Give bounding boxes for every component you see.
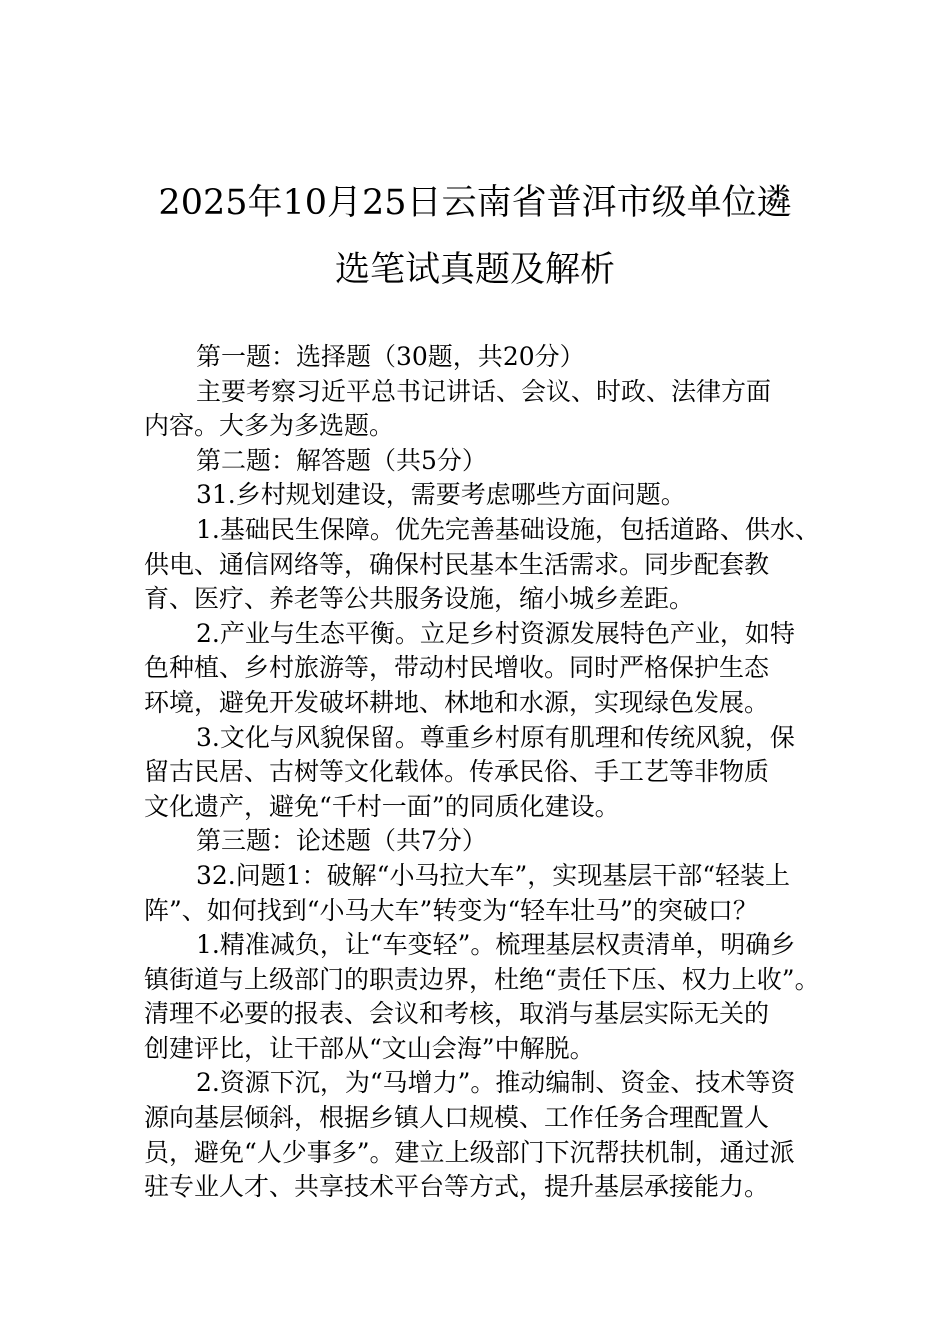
text-line: 镇街道与上级部门的职责边界，杜绝“责任下压、权力上收”。: [144, 964, 820, 994]
paragraph: [144, 721, 824, 825]
text-line: 环境，避免开发破坏耕地、林地和水源，实现绿色发展。: [144, 687, 770, 717]
text-line: 第三题：论述题（共7分）: [196, 826, 487, 856]
paragraph: [144, 375, 824, 444]
paragraph: [144, 340, 824, 375]
text-line: 1.精准减负，让“车变轻”。梳理基层权责清单，明确乡: [196, 930, 796, 960]
text-line: 色种植、乡村旅游等，带动村民增收。同时严格保护生态: [144, 653, 770, 683]
text-line: 文化遗产，避免“千村一面”的同质化建设。: [144, 791, 620, 821]
text-line: 主要考察习近平总书记讲话、会议、时政、法律方面: [196, 376, 772, 406]
text-line: 2.资源下沉，为“马增力”。推动编制、资金、技术等资: [196, 1068, 796, 1098]
document-body: [144, 340, 824, 1205]
paragraph: [144, 859, 824, 928]
text-line: 32.问题1：破解“小马拉大车”，实现基层干部“轻装上: [196, 860, 791, 890]
text-line: 第二题：解答题（共5分）: [196, 445, 487, 475]
paragraph: [144, 478, 824, 513]
paragraph: [144, 1066, 824, 1204]
document-title-line-2: 选笔试真题及解析: [334, 250, 615, 290]
text-line: 驻专业人才、共享技术平台等方式，提升基层承接能力。: [144, 1172, 770, 1202]
text-line: 员，避免“人少事多”。建立上级部门下沉帮扶机制，通过派: [144, 1137, 795, 1167]
paragraph: [144, 513, 824, 617]
paragraph: [144, 824, 824, 859]
text-line: 1.基础民生保障。优先完善基础设施，包括道路、供水、: [196, 514, 820, 544]
text-line: 2.产业与生态平衡。立足乡村资源发展特色产业，如特: [196, 618, 795, 648]
text-line: 第一题：选择题（30题，共20分）: [196, 342, 585, 371]
text-line: 清理不必要的报表、会议和考核，取消与基层实际无关的: [144, 999, 770, 1029]
text-line: 供电、通信网络等，确保村民基本生活需求。同步配套教: [144, 549, 770, 579]
text-line: 创建评比，让干部从“文山会海”中解脱。: [144, 1033, 595, 1063]
paragraph: [144, 928, 824, 1066]
document-title-line-1: 2025年10月25日云南省普洱市级单位遴: [158, 183, 792, 223]
text-line: 阵”、如何找到“小马大车”转变为“轻车壮马”的突破口？: [144, 895, 758, 925]
text-line: 内容。大多为多选题。: [144, 411, 395, 441]
paragraph: [144, 617, 824, 721]
text-line: 3.文化与风貌保留。尊重乡村原有肌理和传统风貌，保: [196, 722, 795, 752]
text-line: 源向基层倾斜，根据乡镇人口规模、工作任务合理配置人: [144, 1103, 770, 1133]
text-line: 留古民居、古树等文化载体。传承民俗、手工艺等非物质: [144, 757, 770, 787]
paragraph: [144, 444, 824, 479]
text-line: 育、医疗、养老等公共服务设施，缩小城乡差距。: [144, 584, 695, 614]
text-line: 31.乡村规划建设，需要考虑哪些方面问题。: [196, 480, 686, 510]
